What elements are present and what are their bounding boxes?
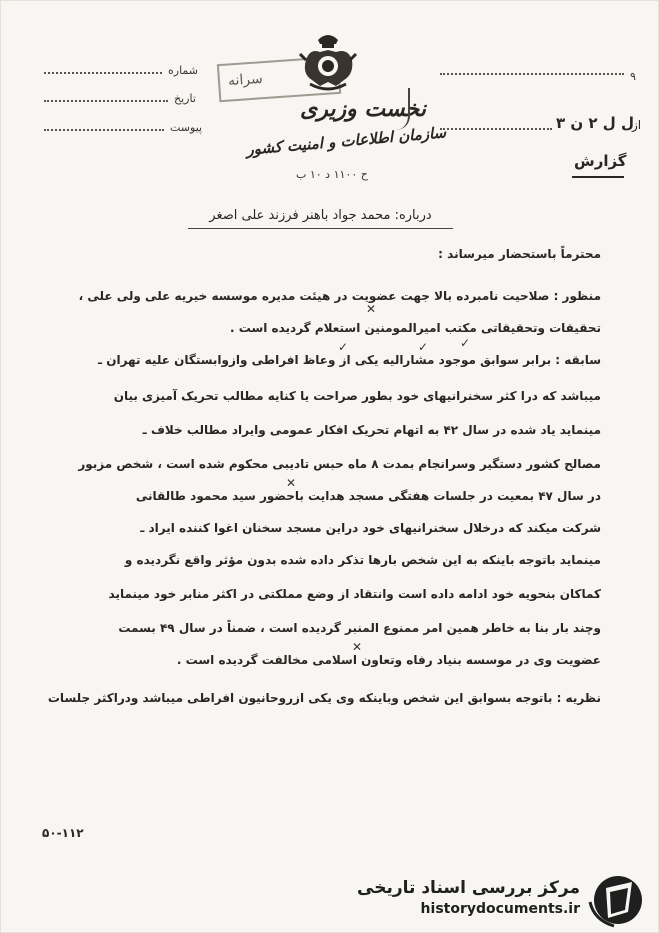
handwritten-x-mark: ✕: [366, 302, 377, 316]
from-dotted-line: [440, 128, 552, 130]
org-subtitle: سازمان اطلاعات و امنیت کشور: [245, 123, 447, 159]
stamp-text: سرانه: [227, 70, 264, 90]
page-code: ۵۰-۱۱۲: [42, 826, 84, 840]
subject-underline: [188, 228, 453, 229]
handwritten-tick-mark: ✓: [460, 336, 471, 350]
body-line: کماکان بنحویه خود ادامه داده است وانتقاد از وضع مملکتی در اکثر منابر خود مینماید: [108, 587, 601, 601]
body-line: میباشد که درا کثر سخنرانیهای خود بطور صراحت یا کنایه مطالب تحریک آمیزی بیان: [113, 389, 601, 403]
from-label: از: [632, 118, 642, 132]
number-dotted-line: [44, 72, 162, 74]
body-line: محترماً باستحضار میرساند :: [438, 247, 601, 261]
body-line: مینماید یاد شده در سال ۴۲ به اتهام تحریک افکار عمومی وایراد مطالب خلاف ـ: [142, 423, 601, 437]
attachment-dotted-line: [44, 129, 164, 131]
org-bracket-mark: [394, 88, 410, 130]
number-label: شماره: [168, 64, 199, 77]
lion-and-sun-emblem-icon: [296, 30, 360, 96]
handwritten-x-mark: ✕: [352, 640, 363, 654]
body-line: منظور : صلاحیت نامبرده بالا جهت عضویت در هیئت مدیره موسسه خیریه علی ولی علی ،: [78, 289, 601, 303]
body-line: تحقیقات وتحقیقاتی مکتب امیرالمومنین استعلام گردیده است .: [230, 321, 601, 335]
body-line: مینماید باتوجه باینکه به این شخص بارها تذکر داده شده بدون مؤثر واقع نگردیده و: [124, 553, 601, 567]
handwritten-tick-mark: ✓: [338, 340, 349, 354]
body-line: سابقه : برابر سوابق موجود مشارالیه یکی از وعاظ افراطی وازوابستگان علیه تهران ـ: [97, 353, 601, 367]
date-dotted-line: [44, 100, 168, 102]
report-underline: [572, 176, 624, 178]
body-line: شرکت میکند که درخلال سخنرانیهای خود دراین مسجد سخنان اغوا کننده ایراد ـ: [140, 521, 601, 535]
org-code: ح ۱۱۰۰ د ۱۰ ب: [296, 168, 368, 181]
handwritten-x-mark: ✕: [286, 476, 297, 490]
handwritten-tick-mark: ✓: [418, 340, 429, 354]
report-label: گزارش: [574, 152, 627, 170]
body-line: نظریه : باتوجه بسوابق این شخص وباینکه وی یکی ازروحانیون افراطی میباشد ودراکثر جلسات: [47, 691, 601, 705]
right-number: ۹: [630, 70, 636, 83]
watermark-title: مرکز بررسی اسناد تاریخی: [357, 878, 580, 898]
from-value: ۳ ل ل ۲ ن: [556, 114, 635, 132]
attachment-label: پیوست: [170, 121, 203, 134]
body-line: در سال ۴۷ بمعیت در جلسات هفتگی مسجد هدایت باحضور سید محمود طالقانی: [135, 489, 601, 503]
org-title: نخست وزیری: [300, 96, 426, 122]
body-line: مصالح کشور دستگیر وسرانجام بمدت ۸ ماه حبس تادیبی محکوم شده است ، شخص مزبور: [78, 457, 601, 471]
watermark-url[interactable]: historydocuments.ir: [420, 901, 580, 917]
top-right-dotted-line: [440, 73, 624, 75]
body-line: عضویت وی در موسسه بنیاد رفاه وتعاون اسلامی مخالفت گردیده است .: [176, 653, 601, 667]
subject-line: درباره: محمد جواد باهنر فرزند علی اصغر: [209, 208, 432, 223]
history-documents-logo-icon: [588, 872, 646, 928]
body-line: وچند بار بنا به خاطر همین امر ممنوع المنبر گردیده است ، ضمناً در سال ۴۹ بسمت: [118, 621, 601, 635]
date-label: تاریخ: [174, 92, 196, 105]
